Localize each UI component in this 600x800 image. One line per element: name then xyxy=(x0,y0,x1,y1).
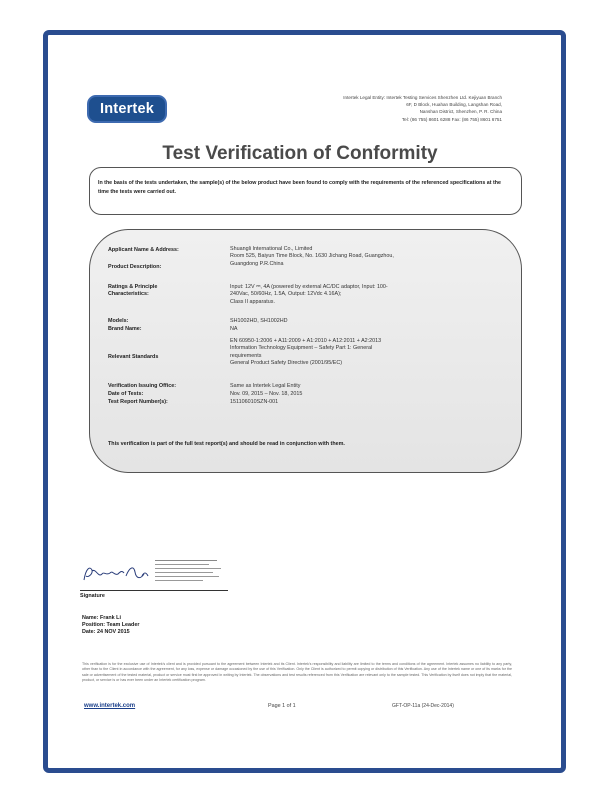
legal-entity-line: Tel: (86 755) 8601 6288 Fax: (86 755) 8601 6751 xyxy=(401,116,502,122)
label-issuing-office: Verification Issuing Office: xyxy=(108,383,176,389)
legal-entity-line: Intertek Legal Entity: Intertek Testing Services Shenzhen Ltd. Kejiyuan Branch xyxy=(343,95,502,100)
signature-line xyxy=(80,590,228,591)
intertek-logo: Intertek xyxy=(87,95,167,123)
label-report-numbers: Test Report Number(s): xyxy=(108,399,168,405)
value-brand: NA xyxy=(230,326,238,332)
value-report-numbers: 151106010SZN-001 xyxy=(230,399,279,405)
legal-entity-line: 6F, D Block, Huahan Building, Langshan Road, xyxy=(406,102,502,108)
label-product: Product Description: xyxy=(108,264,162,270)
form-code: GFT-OP-11a (24-Dec-2014) xyxy=(392,703,454,709)
label-standards: Relevant Standards xyxy=(108,354,159,360)
label-dates: Date of Tests: xyxy=(108,391,144,397)
label-brand: Brand Name: xyxy=(108,326,142,332)
value-issuing-office: Same as Intertek Legal Entity xyxy=(230,383,301,389)
label-applicant: Applicant Name & Address: xyxy=(108,247,179,253)
intro-box xyxy=(89,167,522,215)
value-dates: Nov. 09, 2015 – Nov. 18, 2015 xyxy=(230,391,303,397)
disclaimer-text: This verification is for the exclusive use of Intertek's client and is provided pursuant to the agreement between Intertek and its Client. Intertek's responsibility and liability are limited to the terms and conditions of the agreement. Intertek assumes no liability to any party, other than to the Client in accordance with the agreement, for any loss, expense or damage occasioned by the use of this Verification. Only the Client is authorized to permit copying or distribution of this Verification. Any use of the Intertek name or one of its marks for the sale or advertisement of the tested material, product or service must first be approved in writing by Intertek. The observations and test results referenced from this Verification are relevant only to the sample tested. This Verification by itself does not imply that the material, product, or service is or has ever been under an Intertek certification program. xyxy=(82,662,512,683)
value-models: SH1002HD, SH1002HD xyxy=(230,318,288,324)
applicant-line: Guangdong P.R.China xyxy=(230,260,284,267)
page-number: Page 1 of 1 xyxy=(268,703,296,709)
label-models: Models: xyxy=(108,318,129,324)
ratings-line: Input: 12V ⎓, 4A (powered by external AC/DC adaptor, Input: 100- xyxy=(230,284,388,290)
ratings-line: 240Vac, 50/60Hz, 1.5A, Output: 12Vdc 4.16A); xyxy=(230,291,342,298)
verification-note: This verification is part of the full test report(s) and should be read in conjunction with them. xyxy=(108,441,345,447)
signer-position: Position: Team Leader xyxy=(82,622,140,628)
value-applicant xyxy=(230,246,394,268)
signer-name: Name: Frank Li xyxy=(82,615,121,621)
legal-entity-block xyxy=(202,94,502,123)
value-standards xyxy=(230,338,381,368)
label-ratings: Ratings & Principle Characteristics: xyxy=(108,284,158,297)
handwritten-signature xyxy=(80,558,230,590)
legal-entity-line: Nanshan District, Shenzhen, P. R. China xyxy=(419,109,502,115)
document-title: Test Verification of Conformity xyxy=(162,143,438,164)
intertek-website-link[interactable]: www.intertek.com xyxy=(84,703,136,709)
intro-text: In the basis of the tests undertaken, the sample(s) of the below product have been found to comply with the requirements of the referenced specifications at the time the tests were carried out. xyxy=(98,180,501,195)
applicant-line: Shuangli International Co., Limited xyxy=(230,246,313,252)
signer-date: Date: 24 NOV 2015 xyxy=(82,629,130,635)
details-box xyxy=(89,229,522,473)
signer-block xyxy=(82,615,139,636)
standards-line: EN 60950-1:2006 + A11:2009 + A1:2010 + A12:2011 + A2:2013 xyxy=(230,338,382,344)
ratings-line: Class II apparatus. xyxy=(230,298,275,305)
signature-caption: Signature xyxy=(80,593,105,599)
standards-line: Information Technology Equipment – Safety Part 1: General xyxy=(230,345,373,352)
standards-line: General Product Safety Directive (2001/95/EC) xyxy=(230,360,343,367)
value-ratings xyxy=(230,284,388,306)
standards-line: requirements xyxy=(230,352,262,359)
applicant-line: Room 525, Baiyun Time Block, No. 1630 Jichang Road, Guangzhou, xyxy=(230,253,394,260)
